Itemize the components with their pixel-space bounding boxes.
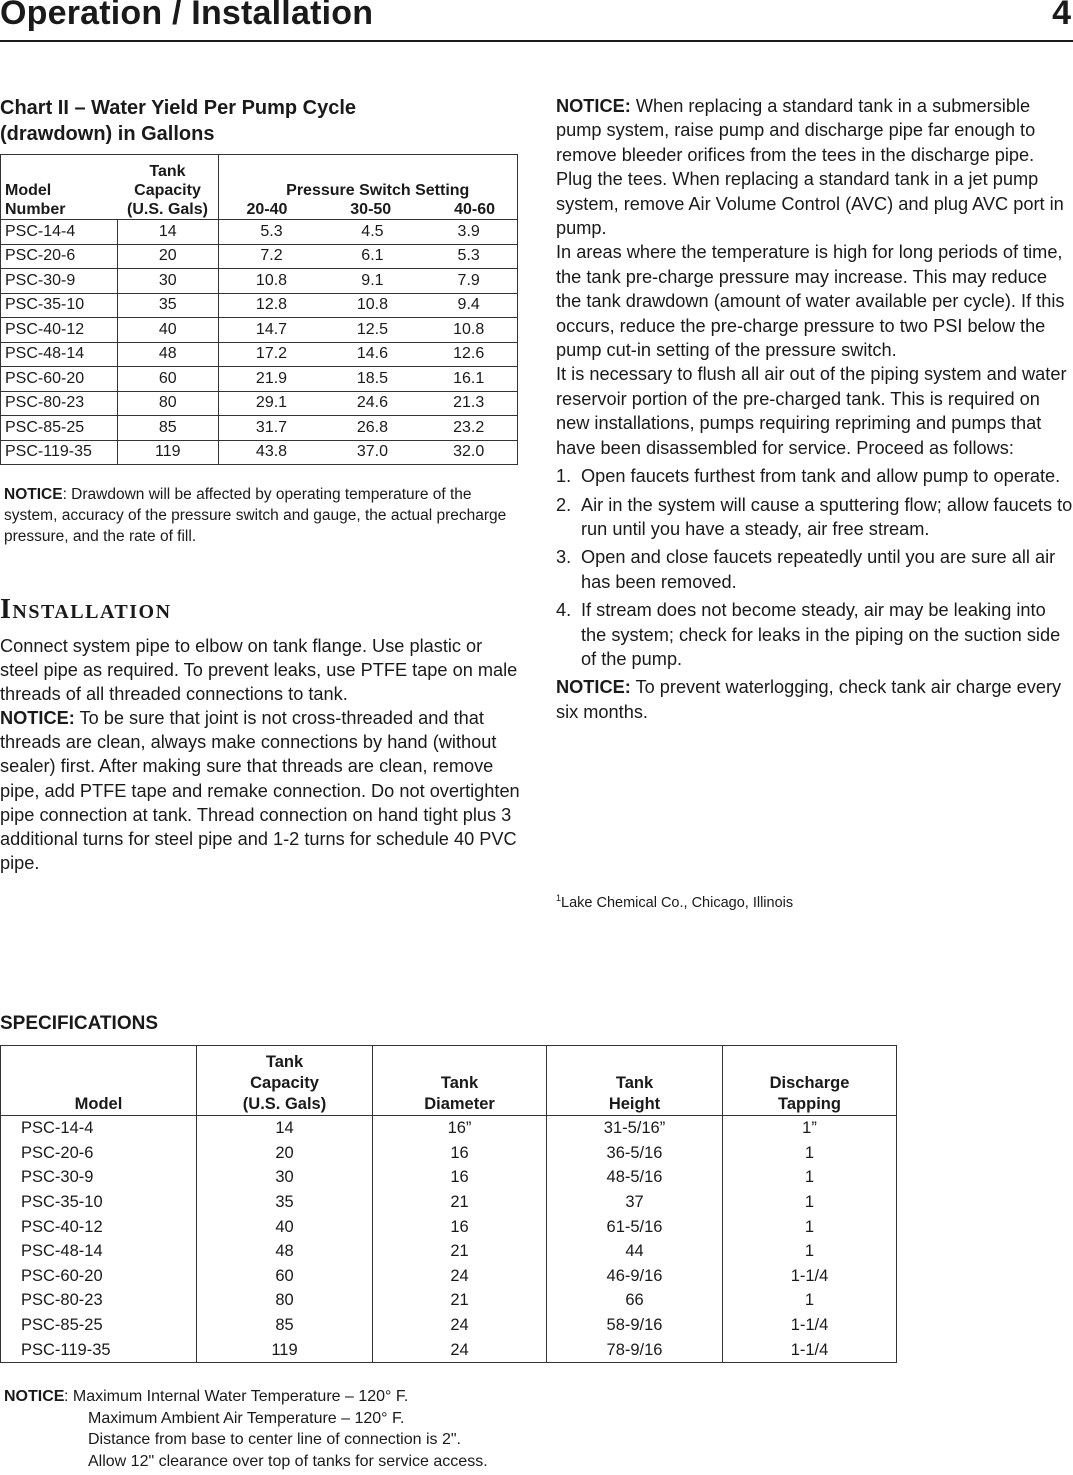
table-cell: 35 [197,1190,373,1215]
list-item: 2. Air in the system will cause a sputtering flow; allow faucets to run until you have a steady, air free stream. [556,494,1073,539]
table-cell: PSC-85-25 [1,1313,197,1338]
table-cell: 10.8 [218,269,325,294]
table-cell: PSC-14-4 [1,1116,197,1141]
notice-line: Allow 12" clearance over top of tanks for service access. [88,1452,488,1470]
table-cell: 44 [547,1239,723,1264]
table-cell: 5.3 [420,244,517,269]
table-row [1,391,518,416]
table-cell: 16 [373,1141,547,1166]
table-cell: PSC-85-25 [1,416,118,441]
table-cell: 12.8 [218,293,325,318]
col-model: Model [1,1046,197,1116]
table-row [1,367,518,392]
table-cell: 10.8 [325,293,421,318]
table-row [1,318,518,343]
table-cell: 17.2 [218,342,325,367]
col-discharge-tapping: Discharge Tapping [723,1046,897,1116]
specifications-table [0,1045,897,1363]
table-cell: 1 [723,1239,897,1264]
table-cell: PSC-60-20 [1,1264,197,1289]
notice-line: Distance from base to center line of connection is 2". [88,1431,461,1448]
col-press-20-40: 20-40 [246,201,288,218]
table-row [1,1165,897,1190]
table-cell: PSC-30-9 [1,269,118,294]
table-cell: 119 [118,440,219,465]
table-cell: 24 [373,1337,547,1362]
table-cell: 30 [197,1165,373,1190]
table-cell: 9.4 [420,293,517,318]
table-row [1,342,518,367]
flush-paragraph: It is necessary to flush all air out of the piping system and water reservoir portion of the pre-charged tank. This is required on new installations, pumps requiring repriming and pumps that have been disassembled for service. Proceed as follows: [556,364,1067,458]
waterlogging-notice: NOTICE: To prevent waterlogging, check tank air charge every six months. [556,677,1062,722]
footnote: $^1$Lake Chemical Co., Chicago, Illinois [556,893,794,911]
table-cell: 1 [723,1214,897,1239]
table-cell: 31.7 [218,416,325,441]
page-number: 4 [1052,0,1071,32]
table-cell: PSC-48-14 [1,1239,197,1264]
table-cell: 37 [547,1190,723,1215]
table-row [1,1190,897,1215]
table-cell: 14.6 [325,342,421,367]
table-cell: 40 [197,1214,373,1239]
installation-heading: Installation [0,594,172,625]
table-cell: 20 [197,1141,373,1166]
installation-notice: NOTICE: To be sure that joint is not cross-threaded and that threads are clean, always make connections by hand (without sealer) first. After making sure that threads are clean, remove pipe, add PTFE tape and remake connection. Do not overtighten pipe connection at tank. Thread connection on hand tight plus 3 additional turns for steel pipe and 1-2 turns for schedule 40 PVC pipe. [0,708,520,873]
table-cell: 14 [197,1116,373,1141]
col-tank-height: Tank Height [547,1046,723,1116]
right-column [556,94,1073,724]
replacement-notice: NOTICE: When replacing a standard tank in a submersible pump system, raise pump and discharge pipe far enough to remove bleeder orifices from the tees in the discharge pipe. Plug the tees. When replacing a standard tank in a jet pump system, remove Air Volume Control (AVC) and plug AVC port in pump. [556,96,1064,239]
table-cell: 85 [197,1313,373,1338]
col-tank-capacity: Tank Capacity (U.S. Gals) [118,155,219,220]
table-cell: 6.1 [325,244,421,269]
table-cell: 18.5 [325,367,421,392]
table-cell: 12.6 [420,342,517,367]
col-model-number: Model Number [1,155,118,220]
table-cell: 1-1/4 [723,1264,897,1289]
col-tank-capacity: Tank Capacity (U.S. Gals) [197,1046,373,1116]
table-cell: 21 [373,1190,547,1215]
page-title: Operation / Installation [0,0,374,32]
table-cell: 85 [118,416,219,441]
table-cell: 36-5/16 [547,1141,723,1166]
table-cell: 60 [197,1264,373,1289]
table-cell: PSC-80-23 [1,1288,197,1313]
installation-body [0,634,520,875]
table-cell: 23.2 [420,416,517,441]
table-cell: PSC-119-35 [1,440,118,465]
table-cell: 9.1 [325,269,421,294]
table-cell: PSC-20-6 [1,244,118,269]
table-cell: 1-1/4 [723,1313,897,1338]
table-cell: 4.5 [325,220,421,245]
table-cell: 16” [373,1116,547,1141]
table-row [1,244,518,269]
table-cell: 60 [118,367,219,392]
table-cell: 10.8 [420,318,517,343]
table-cell: 24.6 [325,391,421,416]
table-row [1,269,518,294]
temperature-paragraph: In areas where the temperature is high for long periods of time, the tank pre-charge pressure may increase. This may reduce the tank drawdown (amount of water available per cycle). If this occurs, reduce the pre-charge pressure to two PSI below the pump cut-in setting of the pressure switch. [556,242,1065,361]
table-cell: 35 [118,293,219,318]
list-item: 4. If stream does not become steady, air may be leaking into the system; check for leaks in the piping on the suction side of the pump. [556,600,1061,669]
table-row [1,220,518,245]
chart-ii-title [0,95,520,147]
table-cell: PSC-119-35 [1,1337,197,1362]
flush-steps [556,464,1073,671]
table-row [1,1214,897,1239]
specifications-notice [4,1386,488,1472]
table-cell: 26.8 [325,416,421,441]
chart-ii-title-line1: Chart II – Water Yield Per Pump Cycle [0,97,357,119]
col-tank-diameter: Tank Diameter [373,1046,547,1116]
table-row [1,1337,897,1362]
table-cell: 24 [373,1264,547,1289]
table-cell: 80 [197,1288,373,1313]
table-cell: 46-9/16 [547,1264,723,1289]
table-cell: 1” [723,1116,897,1141]
notice-line: : Maximum Internal Water Temperature – 120° F. [64,1388,409,1405]
table-cell: 1 [723,1288,897,1313]
table-cell: 48 [118,342,219,367]
drawdown-notice [4,484,524,547]
table-cell: 21 [373,1288,547,1313]
table-cell: 78-9/16 [547,1337,723,1362]
table-cell: 1 [723,1165,897,1190]
table-cell: 119 [197,1337,373,1362]
table-row [1,1141,897,1166]
table-row [1,416,518,441]
table-cell: 24 [373,1313,547,1338]
notice-label: NOTICE [4,486,63,503]
table-cell: 21.9 [218,367,325,392]
specifications-heading: SPECIFICATIONS [0,1013,158,1034]
table-cell: PSC-35-10 [1,1190,197,1215]
table-cell: 14 [118,220,219,245]
table-cell: 16.1 [420,367,517,392]
installation-paragraph: Connect system pipe to elbow on tank flange. Use plastic or steel pipe as required. To prevent leaks, use PTFE tape on male threads of all threaded connections to tank. [0,636,518,705]
col-press-30-50: 30-50 [350,201,392,218]
table-cell: 40 [118,318,219,343]
table-cell: 31-5/16” [547,1116,723,1141]
table-cell: 16 [373,1165,547,1190]
table-cell: 16 [373,1214,547,1239]
table-cell: 66 [547,1288,723,1313]
table-row [1,440,518,465]
table-cell: 43.8 [218,440,325,465]
page-header [0,0,1073,42]
table-cell: 1 [723,1190,897,1215]
table-cell: 7.9 [420,269,517,294]
table-row [1,1116,897,1141]
table-cell: 32.0 [420,440,517,465]
table-row [1,1313,897,1338]
table-cell: 30 [118,269,219,294]
table-cell: 29.1 [218,391,325,416]
table-cell: 48-5/16 [547,1165,723,1190]
table-cell: 20 [118,244,219,269]
col-pressure-switch-setting: Pressure Switch Setting 20-40 30-50 40-60 [218,155,518,220]
table-cell: PSC-40-12 [1,1214,197,1239]
table-cell: PSC-14-4 [1,220,118,245]
table-cell: 3.9 [420,220,517,245]
table-row [1,293,518,318]
table-row [1,1264,897,1289]
notice-label: NOTICE [4,1388,65,1405]
table-cell: 1 [723,1141,897,1166]
table-cell: 48 [197,1239,373,1264]
table-cell: PSC-60-20 [1,367,118,392]
table-cell: PSC-48-14 [1,342,118,367]
table-cell: 1-1/4 [723,1337,897,1362]
table-cell: 12.5 [325,318,421,343]
col-press-40-60: 40-60 [454,201,495,218]
table-cell: 14.7 [218,318,325,343]
list-item: 1. Open faucets furthest from tank and allow pump to operate. [556,466,1061,487]
chart-ii-title-line2: (drawdown) in Gallons [0,123,215,145]
table-cell: 21.3 [420,391,517,416]
table-cell: 37.0 [325,440,421,465]
table-cell: 7.2 [218,244,325,269]
list-item: 3. Open and close faucets repeatedly until you are sure all air has been removed. [556,547,1056,592]
notice-line: Maximum Ambient Air Temperature – 120° F. [88,1409,405,1427]
table-row [1,1288,897,1313]
table-cell: 80 [118,391,219,416]
table-cell: 61-5/16 [547,1214,723,1239]
water-yield-table [0,154,518,465]
table-row [1,1239,897,1264]
table-cell: PSC-35-10 [1,293,118,318]
table-cell: PSC-40-12 [1,318,118,343]
table-cell: 21 [373,1239,547,1264]
table-cell: PSC-80-23 [1,391,118,416]
table-cell: 5.3 [218,220,325,245]
table-cell: 58-9/16 [547,1313,723,1338]
table-cell: PSC-30-9 [1,1165,197,1190]
table-cell: PSC-20-6 [1,1141,197,1166]
notice-text: : Drawdown will be affected by operating temperature of the system, accuracy of the pressure switch and gauge, the actual precharge pressure, and the rate of fill. [4,486,507,545]
